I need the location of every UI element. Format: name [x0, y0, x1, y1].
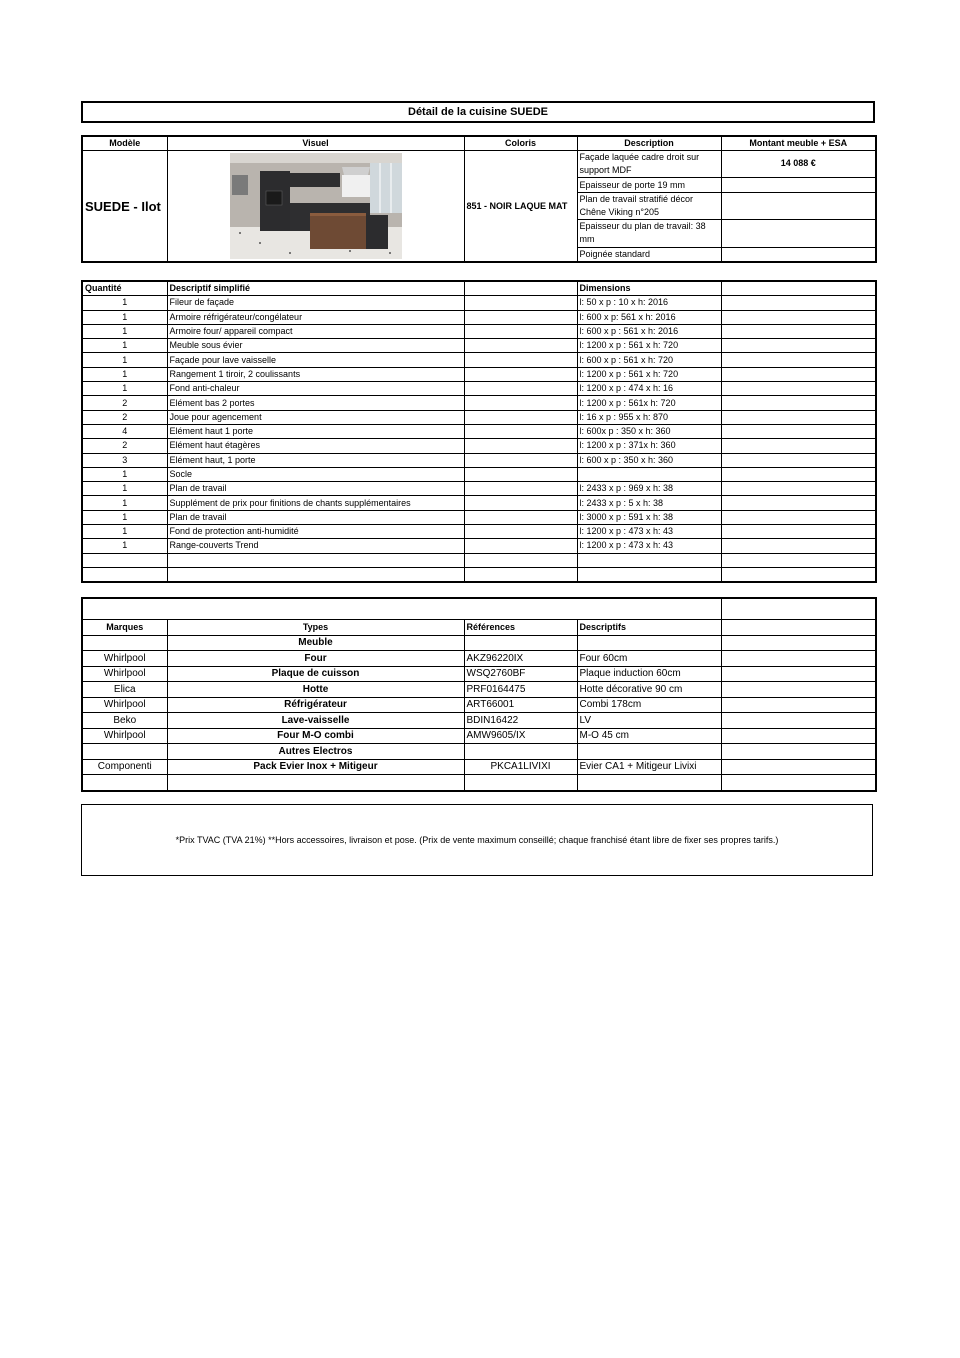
description-line: Epaisseur du plan de travail: 38 mm [577, 220, 721, 247]
description-cell: Armoire four/ appareil compact [167, 324, 464, 338]
empty-cell [721, 744, 876, 760]
type-cell: Four M-O combi [167, 728, 464, 744]
empty-cell [721, 410, 876, 424]
model-table [81, 135, 877, 263]
empty-cell [721, 510, 876, 524]
description-cell: Armoire réfrigérateur/congélateur [167, 310, 464, 324]
description-cell [167, 553, 464, 567]
empty-cell [464, 510, 577, 524]
dimensions-cell: l: 1200 x p : 473 x h: 43 [577, 525, 721, 539]
empty-cell [464, 553, 577, 567]
price-value: 14 088 € [721, 151, 876, 178]
empty-cell [721, 296, 876, 310]
reference-cell: BDIN16422 [464, 713, 577, 729]
header-descriptif: Descriptif simplifié [167, 281, 464, 296]
quantity-cell: 2 [82, 410, 167, 424]
description-line: Plan de travail stratifié décor Chêne Viking n°205 [577, 192, 721, 219]
dimensions-cell: l: 1200 x p : 371x h: 360 [577, 439, 721, 453]
empty-cell [721, 220, 876, 247]
table-row [82, 453, 876, 467]
empty-cell [721, 396, 876, 410]
table-row [82, 666, 876, 682]
description-cell: Elément bas 2 portes [167, 396, 464, 410]
table-row [82, 682, 876, 698]
quantity-cell: 1 [82, 324, 167, 338]
quantity-cell: 1 [82, 482, 167, 496]
description-cell: Socle [167, 467, 464, 481]
empty-cell [721, 651, 876, 667]
empty-cell [464, 353, 577, 367]
table-row [82, 496, 876, 510]
empty-cell [464, 296, 577, 310]
empty-cell [721, 539, 876, 553]
quantity-cell: 4 [82, 424, 167, 438]
empty-cell [464, 453, 577, 467]
description-line: Poignée standard [577, 247, 721, 262]
quantity-cell: 2 [82, 396, 167, 410]
footnote: *Prix TVAC (TVA 21%) **Hors accessoires, livraison et pose. (Prix de vente maximum conseillé; chaque franchisé étant libre de fixer ses propres tarifs.) [81, 804, 873, 876]
type-cell: Autres Electros [167, 744, 464, 760]
empty-cell [721, 666, 876, 682]
empty-cell [464, 482, 577, 496]
dimensions-cell [577, 553, 721, 567]
table-row [82, 467, 876, 481]
dimensions-cell: l: 1200 x p : 473 x h: 43 [577, 539, 721, 553]
reference-cell: AMW9605/IX [464, 728, 577, 744]
empty-cell [464, 467, 577, 481]
quantity-cell: 1 [82, 510, 167, 524]
dimensions-cell: l: 600x p : 350 x h: 360 [577, 424, 721, 438]
header-empty [721, 620, 876, 636]
quantity-cell: 1 [82, 525, 167, 539]
brand-cell [82, 744, 167, 760]
quantity-cell [82, 567, 167, 582]
table-row [82, 697, 876, 713]
header-quantite: Quantité [82, 281, 167, 296]
dimensions-cell: l: 600 x p: 561 x h: 2016 [577, 310, 721, 324]
dimensions-cell: l: 600 x p : 561 x h: 720 [577, 353, 721, 367]
appliances-header-row [82, 620, 876, 636]
empty-cell [464, 539, 577, 553]
header-dimensions: Dimensions [577, 281, 721, 296]
empty-cell [721, 339, 876, 353]
descriptif-cell: Hotte décorative 90 cm [577, 682, 721, 698]
quantity-cell: 2 [82, 439, 167, 453]
brand-cell: Beko [82, 713, 167, 729]
empty-cell [721, 598, 876, 620]
header-types: Types [167, 620, 464, 636]
quantity-cell: 1 [82, 539, 167, 553]
dimensions-cell: l: 1200 x p : 561 x h: 720 [577, 367, 721, 381]
table-row [82, 567, 876, 582]
descriptif-cell: Plaque induction 60cm [577, 666, 721, 682]
description-cell: Supplément de prix pour finitions de chants supplémentaires [167, 496, 464, 510]
reference-cell [464, 744, 577, 760]
table-row [82, 635, 876, 651]
quantity-cell: 1 [82, 496, 167, 510]
appliances-top-row [82, 598, 876, 620]
dimensions-cell: l: 3000 x p : 591 x h: 38 [577, 510, 721, 524]
dimensions-cell: l: 1200 x p : 561x h: 720 [577, 396, 721, 410]
reference-cell: ART66001 [464, 697, 577, 713]
type-cell: Lave-vaisselle [167, 713, 464, 729]
table-row [82, 353, 876, 367]
descriptif-cell: M-O 45 cm [577, 728, 721, 744]
empty-cell [721, 775, 876, 791]
description-cell: Fileur de façade [167, 296, 464, 310]
reference-cell: AKZ96220IX [464, 651, 577, 667]
empty-cell [721, 697, 876, 713]
table-row [82, 396, 876, 410]
empty-cell [464, 396, 577, 410]
header-empty [721, 281, 876, 296]
empty-cell [464, 496, 577, 510]
empty-cell [721, 424, 876, 438]
description-cell: Joue pour agencement [167, 410, 464, 424]
empty-cell [721, 728, 876, 744]
empty-cell [721, 439, 876, 453]
description-cell: Range-couverts Trend [167, 539, 464, 553]
reference-cell [464, 775, 577, 791]
type-cell: Meuble [167, 635, 464, 651]
items-header-row [82, 281, 876, 296]
quantity-cell: 3 [82, 453, 167, 467]
brand-cell: Whirlpool [82, 697, 167, 713]
dimensions-cell [577, 467, 721, 481]
table-row [82, 651, 876, 667]
table-row [82, 775, 876, 791]
table-row [82, 482, 876, 496]
table-row [82, 382, 876, 396]
table-row [82, 759, 876, 775]
empty-cell [721, 367, 876, 381]
brand-cell [82, 635, 167, 651]
description-line: Epaisseur de porte 19 mm [577, 178, 721, 192]
empty-cell [721, 310, 876, 324]
table-row [82, 310, 876, 324]
description-cell: Rangement 1 tiroir, 2 coulissants [167, 367, 464, 381]
header-empty [464, 281, 577, 296]
header-references: Références [464, 620, 577, 636]
appliances-table [81, 597, 877, 792]
reference-cell: WSQ2760BF [464, 666, 577, 682]
table-row [82, 367, 876, 381]
empty-cell [721, 247, 876, 262]
empty-cell [721, 567, 876, 582]
empty-cell [721, 467, 876, 481]
dimensions-cell: l: 2433 x p : 5 x h: 38 [577, 496, 721, 510]
header-descriptifs: Descriptifs [577, 620, 721, 636]
items-table [81, 280, 877, 583]
empty-cell [721, 453, 876, 467]
empty-cell [464, 339, 577, 353]
description-cell: Elément haut étagères [167, 439, 464, 453]
table-row [82, 744, 876, 760]
table-row [82, 525, 876, 539]
empty-cell [721, 525, 876, 539]
dimensions-cell [577, 567, 721, 582]
quantity-cell [82, 553, 167, 567]
reference-cell: PRF0164475 [464, 682, 577, 698]
dimensions-cell: l: 1200 x p : 561 x h: 720 [577, 339, 721, 353]
dimensions-cell: l: 2433 x p : 969 x h: 38 [577, 482, 721, 496]
quantity-cell: 1 [82, 296, 167, 310]
coloris-value: 851 - NOIR LAQUE MAT [464, 151, 577, 263]
description-cell: Plan de travail [167, 482, 464, 496]
description-cell: Elément haut, 1 porte [167, 453, 464, 467]
empty-cell [464, 324, 577, 338]
empty-cell [464, 382, 577, 396]
dimensions-cell: l: 16 x p : 955 x h: 870 [577, 410, 721, 424]
empty-cell [464, 525, 577, 539]
table-row [82, 510, 876, 524]
table-row [82, 296, 876, 310]
description-cell: Elément haut 1 porte [167, 424, 464, 438]
empty-cell [721, 682, 876, 698]
empty-cell [721, 713, 876, 729]
type-cell [167, 775, 464, 791]
header-modele: Modèle [82, 136, 167, 151]
header-description: Description [577, 136, 721, 151]
table-row [82, 339, 876, 353]
brand-cell [82, 775, 167, 791]
type-cell: Four [167, 651, 464, 667]
brand-cell: Whirlpool [82, 728, 167, 744]
table-row [82, 553, 876, 567]
table-row [82, 424, 876, 438]
page-title: Détail de la cuisine SUEDE [81, 101, 875, 123]
empty-cell [464, 424, 577, 438]
description-cell: Plan de travail [167, 510, 464, 524]
type-cell: Plaque de cuisson [167, 666, 464, 682]
empty-cell [721, 482, 876, 496]
table-row [82, 728, 876, 744]
empty-cell [721, 192, 876, 219]
header-montant: Montant meuble + ESA [721, 136, 876, 151]
description-cell: Fond de protection anti-humidité [167, 525, 464, 539]
description-cell: Façade pour lave vaisselle [167, 353, 464, 367]
header-marques: Marques [82, 620, 167, 636]
empty-cell [464, 367, 577, 381]
empty-cell [721, 635, 876, 651]
table-row [82, 324, 876, 338]
brand-cell: Whirlpool [82, 666, 167, 682]
empty-cell [721, 759, 876, 775]
type-cell: Réfrigérateur [167, 697, 464, 713]
descriptif-cell: Four 60cm [577, 651, 721, 667]
empty-cell [464, 439, 577, 453]
descriptif-cell: Combi 178cm [577, 697, 721, 713]
empty-cell [464, 310, 577, 324]
table-row [82, 539, 876, 553]
empty-cell [464, 410, 577, 424]
dimensions-cell: l: 600 x p : 350 x h: 360 [577, 453, 721, 467]
quantity-cell: 1 [82, 382, 167, 396]
reference-cell [464, 635, 577, 651]
header-coloris: Coloris [464, 136, 577, 151]
kitchen-image [230, 153, 402, 259]
empty-cell [721, 324, 876, 338]
brand-cell: Elica [82, 682, 167, 698]
quantity-cell: 1 [82, 339, 167, 353]
empty-cell [721, 178, 876, 192]
descriptif-cell: Evier CA1 + Mitigeur Livixi [577, 759, 721, 775]
description-cell [167, 567, 464, 582]
model-name: SUEDE - Ilot [82, 151, 167, 263]
empty-cell [464, 567, 577, 582]
descriptif-cell: LV [577, 713, 721, 729]
descriptif-cell [577, 635, 721, 651]
quantity-cell: 1 [82, 310, 167, 324]
reference-cell: PKCA1LIVIXI [464, 759, 577, 775]
empty-cell [721, 496, 876, 510]
table-row [82, 713, 876, 729]
model-header-row [82, 136, 876, 151]
dimensions-cell: l: 50 x p : 10 x h: 2016 [577, 296, 721, 310]
empty-cell [721, 382, 876, 396]
brand-cell: Whirlpool [82, 651, 167, 667]
table-row [82, 410, 876, 424]
kitchen-visual [167, 151, 464, 263]
description-line: Façade laquée cadre droit sur support MDF [577, 151, 721, 178]
quantity-cell: 1 [82, 467, 167, 481]
header-visuel: Visuel [167, 136, 464, 151]
dimensions-cell: l: 1200 x p : 474 x h: 16 [577, 382, 721, 396]
dimensions-cell: l: 600 x p : 561 x h: 2016 [577, 324, 721, 338]
brand-cell: Componenti [82, 759, 167, 775]
quantity-cell: 1 [82, 367, 167, 381]
descriptif-cell [577, 775, 721, 791]
empty-cell [721, 353, 876, 367]
type-cell: Pack Evier Inox + Mitigeur [167, 759, 464, 775]
table-row [82, 439, 876, 453]
quantity-cell: 1 [82, 353, 167, 367]
description-cell: Fond anti-chaleur [167, 382, 464, 396]
type-cell: Hotte [167, 682, 464, 698]
descriptif-cell [577, 744, 721, 760]
empty-cell [82, 598, 721, 620]
description-cell: Meuble sous évier [167, 339, 464, 353]
empty-cell [721, 553, 876, 567]
